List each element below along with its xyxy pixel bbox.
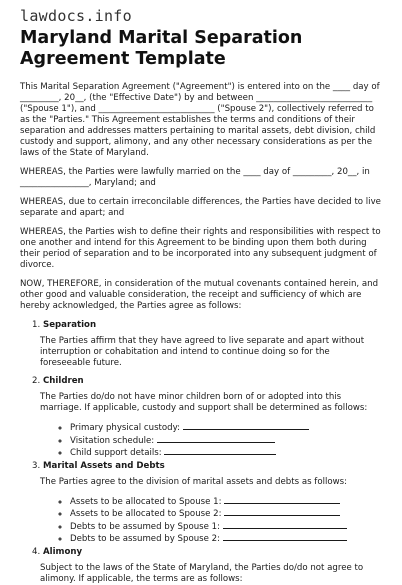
fill-in-blank[interactable] [223,532,347,541]
section-assets-text: The Parties agree to the division of marital assets and debts as follows: [40,476,348,487]
item-label: Child support details: [70,448,162,458]
whereas-married: WHEREAS, the Parties were lawfully married on the ____ day of _________, 20__, in ________________, Maryland; and [20,167,370,188]
fill-in-blank[interactable] [183,421,309,430]
section-title: Marital Assets and Debts [43,460,165,471]
fill-in-blank[interactable] [164,446,276,455]
fill-in-blank[interactable] [224,507,340,516]
list-item [70,520,382,533]
whereas-rights: WHEREAS, the Parties wish to define their rights and responsibilities with respect to one another and intend for this Agreement to be binding upon them both during their period of separation and to be incorporated into any subsequent judgment of divorce. [20,227,381,270]
section-separation-text: The Parties affirm that they have agreed to live separate and apart without interruption or cohabitation and intend to continue doing so for the foreseeable future. [40,336,365,368]
fill-in-blank[interactable] [224,495,340,504]
intro-paragraph: This Marital Separation Agreement ("Agreement") is entered into on the ____ day of _________, 20__, (the "Effective Date") by and between ___________________________ ("Spouse 1"), and ___________________________ ("Spouse 2"), collectively referred to as the "Parties." This Agreement establishes the terms and conditions of their separation and addresses matters pertaining to marital assets, debt division, child custody and support, alimony, and any other necessary considerations as per the laws of the State of Maryland. [20,82,380,158]
fill-in-blank[interactable] [157,434,275,443]
item-label: Debts to be assumed by Spouse 2: [70,534,221,544]
section-title: Separation [43,320,97,330]
list-item [70,495,382,508]
list-item [70,532,382,545]
section-alimony-text: Subject to the laws of the State of Maryland, the Parties do/do not agree to alimony. If applicable, the terms are as follows: [40,562,364,584]
section-title: Children [43,376,84,386]
list-item [70,446,382,459]
item-label: Assets to be allocated to Spouse 2: [70,509,222,519]
section-number: 1. [32,320,41,330]
section-alimony [32,547,382,557]
whereas-differences: WHEREAS, due to certain irreconcilable differences, the Parties have decided to live separate and apart; and [20,197,381,218]
list-item [70,434,382,447]
children-list [20,421,382,459]
list-item [70,421,382,434]
section-children [32,376,382,386]
document-title: Maryland Marital Separation Agreement Template [20,28,303,69]
section-assets-debts [32,461,382,471]
section-separation [32,320,382,330]
item-label: Visitation schedule: [70,435,155,446]
item-label: Debts to be assumed by Spouse 1: [70,521,221,532]
site-logo[interactable]: lawdocs.info [20,7,132,25]
section-number: 3. [32,460,41,471]
list-item [70,507,382,520]
item-label: Assets to be allocated to Spouse 1: [70,496,222,507]
fill-in-blank[interactable] [223,520,347,529]
section-number: 4. [32,546,41,557]
item-label: Primary physical custody: [70,423,180,433]
now-therefore: NOW, THEREFORE, in consideration of the mutual covenants contained herein, and other good and valuable consideration, the receipt and sufficiency of which are hereby acknowledged, the Parties agree as follows: [20,279,379,311]
section-number: 2. [32,376,41,386]
section-children-text: The Parties do/do not have minor children born of or adopted into this marriage. If applicable, custody and support shall be determined as follows: [40,392,368,413]
section-title: Alimony [43,546,83,557]
